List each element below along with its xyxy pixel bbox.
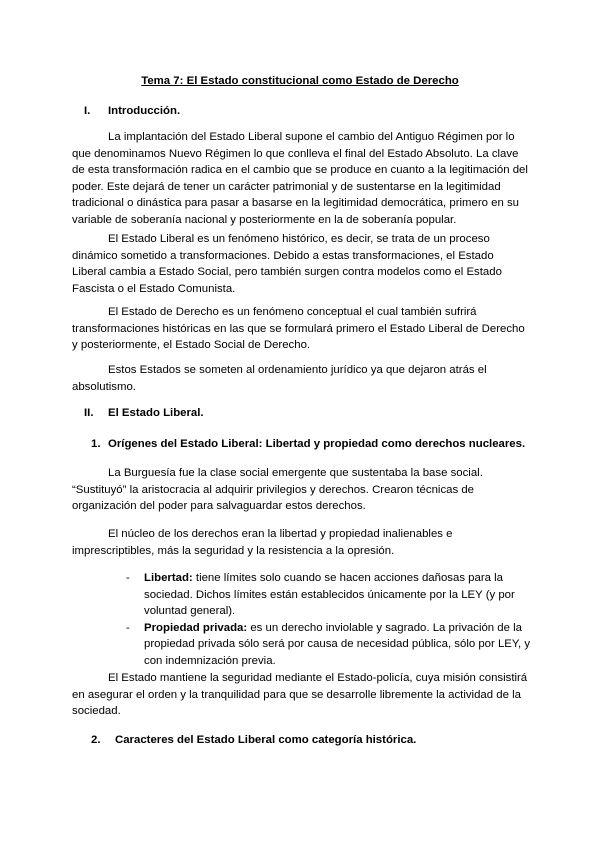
paragraph: El núcleo de los derechos eran la libertad y propiedad inalienables e imprescriptibles, más la seguridad y la resistencia a la opresión. (72, 528, 453, 557)
paragraph: El Estado Liberal es un fenómeno histórico, es decir, se trata de un proceso dinámico sometido a transformaciones. Debido a estas transformaciones, el Estado Liberal cambia a Estado Social, pero también surgen contra modelos como el Estado Fascista o el Estado Comunista. (72, 233, 502, 295)
section-title: El Estado Liberal. (108, 407, 204, 419)
paragraph: El Estado de Derecho es un fenómeno conceptual el cual también sufrirá transformaciones históricas en las que se formulará primero el Estado Liberal de Derecho y posteriormente, el Estado Social de Derecho. (72, 306, 525, 352)
bullet-term: Propiedad privada: (144, 621, 248, 634)
bullet-text: tiene límites solo cuando se hacen acciones dañosas para la sociedad. Dichos límites están establecidos únicamente por la LEY (y por voluntad general). (144, 572, 515, 618)
subsection-number: 2. (91, 734, 101, 746)
paragraph: La implantación del Estado Liberal supone el cambio del Antiguo Régimen por lo que denominamos Nuevo Régimen lo que conlleva el final del Estado Absoluto. La clave de esta transformación radica en el cambio que se produce en cuanto a la legitimación del poder. Este dejará de tener un carácter patrimonial y de sustentarse en la legitimidad tradicional o dinástica para pasar a basarse en la legitimidad democrática, primero en su variable de soberanía nacional y posteriormente en la de soberanía popular. (72, 131, 528, 226)
list-item (126, 620, 536, 670)
bullet-text: es un derecho inviolable y sagrado. La privación de la propiedad privada sólo será por causa de necesidad pública, sólo por LEY, y con indemnización previa. (144, 621, 531, 667)
section-number: I. (84, 105, 91, 117)
list-item (126, 570, 536, 620)
subsection-title: Orígenes del Estado Liberal: Libertad y propiedad como derechos nucleares. (108, 438, 526, 450)
bullet-dash: - (126, 621, 130, 634)
section-number: II. (84, 407, 94, 419)
subsection-number: 1. (91, 438, 101, 450)
paragraph: Estos Estados se someten al ordenamiento jurídico ya que dejaron atrás el absolutismo. (72, 364, 487, 393)
rights-list (126, 570, 536, 670)
paragraph: El Estado mantiene la seguridad mediante el Estado-policía, cuya misión consistirá en asegurar el orden y la tranquilidad para que se desarrolle libremente la actividad de la sociedad. (72, 672, 528, 718)
bullet-dash: - (126, 572, 130, 584)
section-title: Introducción. (108, 105, 181, 117)
bullet-term: Libertad: (144, 572, 193, 584)
subsection-title: Caracteres del Estado Liberal como categoría histórica. (115, 734, 417, 746)
paragraph: La Burguesía fue la clase social emergente que sustentaba la base social. “Sustituyó” la aristocracia al adquirir privilegios y derechos. Crearon técnicas de organización del poder para salvaguardar estos derechos. (72, 467, 483, 513)
document-title: Tema 7: El Estado constitucional como Estado de Derecho (141, 75, 459, 87)
